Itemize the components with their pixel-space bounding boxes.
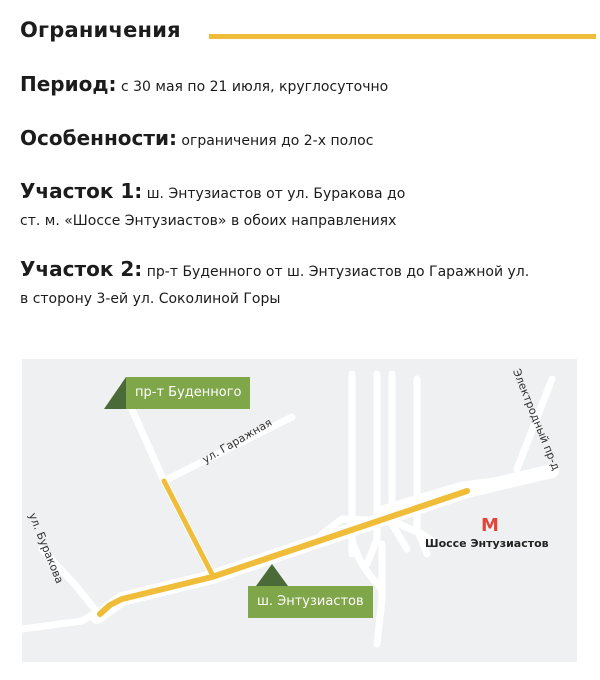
section1-label: Участок 1:: [20, 179, 143, 203]
road-entuziastov-west: [22, 612, 97, 629]
period-label: Период:: [20, 72, 117, 96]
callout-entuziastov-pointer: [256, 564, 288, 586]
road-vertical-4: [417, 379, 427, 554]
metro-label: Шоссе Энтузиастов: [425, 537, 549, 550]
street-label-burakova: ул. Буракова: [25, 511, 67, 586]
callout-budennogo: пр-т Буденного: [126, 377, 250, 409]
callout-entuziastov: ш. Энтузиастов: [248, 586, 373, 618]
features-value: ограничения до 2-х полос: [181, 133, 374, 149]
street-label-garazhnaya: ул. Гаражная: [200, 415, 275, 467]
section1-value-line2: ст. м. «Шоссе Энтузиастов» в обоих направлениях: [20, 213, 397, 229]
section1-value-line1: ш. Энтузиастов от ул. Буракова до: [146, 186, 406, 202]
road-vertical-2: [367, 374, 377, 564]
road-south: [377, 544, 382, 644]
info-features: [20, 125, 590, 155]
callout-budennogo-pointer: [104, 377, 126, 409]
info-section-2: [20, 256, 590, 313]
header: [20, 18, 576, 52]
section2-label: Участок 2:: [20, 257, 143, 281]
restriction-section-2: [164, 481, 212, 574]
info-section-1: [20, 178, 590, 235]
street-label-elektrodny: Электродный пр-д: [509, 367, 563, 473]
section2-value-line1: пр-т Буденного от ш. Энтузиастов до Гаражной ул.: [146, 264, 530, 280]
header-accent-line: [209, 34, 596, 39]
section2-value-line2: в сторону 3-ей ул. Соколиной Горы: [20, 291, 281, 307]
page-title: Ограничения: [20, 18, 181, 42]
metro-m-icon: М: [481, 515, 499, 536]
period-value: с 30 мая по 21 июля, круглосуточно: [120, 79, 389, 95]
map: [22, 359, 577, 662]
info-period: [20, 71, 590, 101]
features-label: Особенности:: [20, 126, 177, 150]
